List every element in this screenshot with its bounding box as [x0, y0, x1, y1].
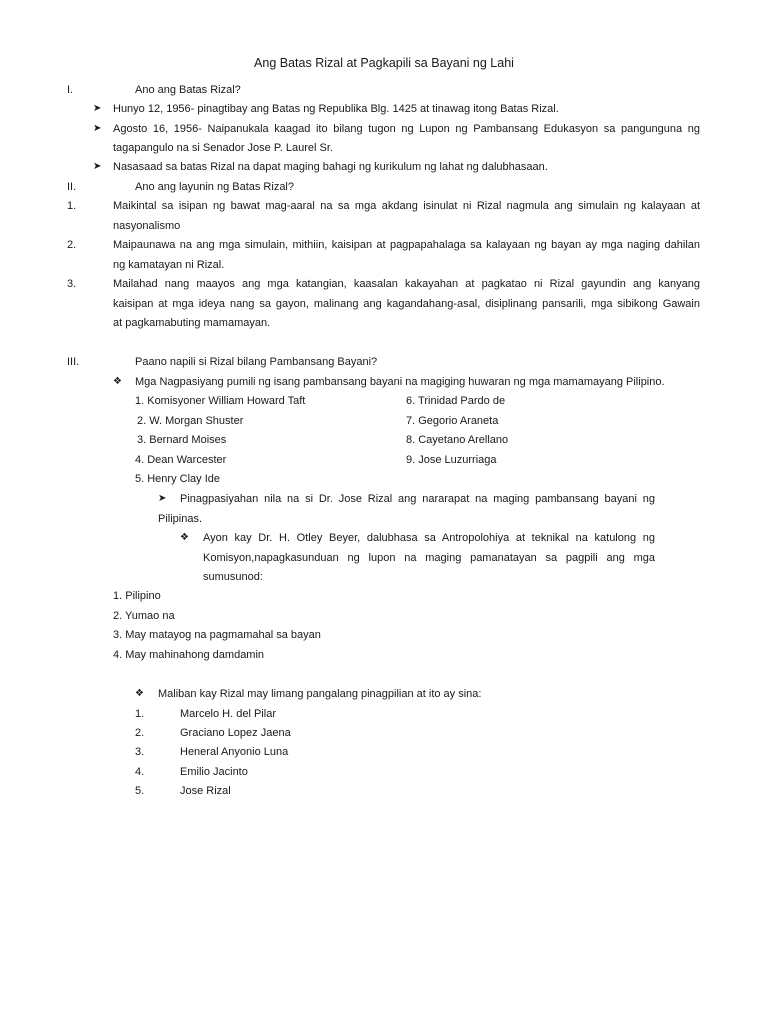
objective-2-number: 2. — [67, 239, 77, 251]
arrow-bullet-icon: ➤ — [93, 161, 102, 172]
criteria-item: 2. Yumao na — [113, 610, 175, 622]
candidate-name: Jose Rizal — [180, 785, 231, 797]
beyer-line-2: Komisyon,napagkasunduan ng lupon na maging pamanatayan sa pagpili ang mga — [203, 552, 655, 564]
candidate-name: Emilio Jacinto — [180, 766, 248, 778]
candidate-number: 1. — [135, 708, 145, 720]
section-1-heading: Ano ang Batas Rizal? — [135, 84, 241, 96]
section-2-heading: Ano ang layunin ng Batas Rizal? — [135, 181, 294, 193]
candidate-name: Graciano Lopez Jaena — [180, 727, 291, 739]
arrow-bullet-icon: ➤ — [93, 123, 102, 134]
objective-3-line-1: Mailahad nang maayos ang mga katangian, kaasalan kakayahan at pagkatao ni Rizal gayundin ang kanyang — [113, 278, 700, 290]
section-3-number: III. — [67, 356, 80, 368]
section-2-number: II. — [67, 181, 77, 193]
diamond-bullet-icon: ❖ — [113, 376, 122, 387]
criteria-item: 3. May matayog na pagmamahal sa bayan — [113, 629, 321, 641]
committee-member: 3. Bernard Moises — [137, 434, 227, 446]
candidate-number: 3. — [135, 746, 145, 758]
committee-member: 9. Jose Luzurriaga — [406, 454, 497, 466]
objective-2-line-1: Maipaunawa na ang mga simulain, mithiin, kaisipan at pagpapahalaga sa kalayaan ng bayan ay mga naging dahilan — [113, 239, 700, 251]
diamond-bullet-icon: ❖ — [135, 688, 144, 699]
objective-3-line-2: kaisipan at mga ideya nang sa gayon, malinang ang kagandahang-asal, disiplinang pansarili, mga sibikong Gawain — [113, 298, 700, 310]
objective-1-line-1: Maikintal sa isipan ng bawat mag-aaral na sa mga akdang isinulat ni Rizal nagmula ang simulain ng kalayaan at — [113, 200, 700, 212]
section-3-heading: Paano napili si Rizal bilang Pambansang Bayani? — [135, 356, 378, 368]
committee-member: 6. Trinidad Pardo de — [406, 395, 506, 407]
committee-member: 2. W. Morgan Shuster — [137, 415, 244, 427]
objective-1-line-2: nasyonalismo — [113, 220, 181, 232]
decision-line-1: Pinagpasiyahan nila na si Dr. Jose Rizal ang nararapat na maging pambansang bayani ng — [180, 493, 655, 505]
objective-2-line-2: ng kamatayan ni Rizal. — [113, 259, 225, 271]
diamond-bullet-icon: ❖ — [180, 532, 189, 543]
objective-1-number: 1. — [67, 200, 77, 212]
section-1-bullet-3: Nasasaad sa batas Rizal na dapat maging bahagi ng kurikulum ng lahat ng dalubhasaan. — [113, 161, 548, 173]
criteria-item: 4. May mahinahong damdamin — [113, 649, 265, 661]
candidate-name: Marcelo H. del Pilar — [180, 708, 276, 720]
candidates-intro: Maliban kay Rizal may limang pangalang pinagpilian at ito ay sina: — [158, 688, 482, 700]
candidate-number: 4. — [135, 766, 145, 778]
beyer-line-1: Ayon kay Dr. H. Otley Beyer, dalubhasa sa Antropolohiya at teknikal na katulong ng — [203, 532, 655, 544]
section-1-bullet-2-line-1: Agosto 16, 1956- Naipanukala kaagad ito bilang tugon ng Lupon ng Pambansang Edukasyon sa pangunguna ng — [113, 123, 700, 135]
committee-intro: Mga Nagpasiyang pumili ng isang pambansang bayani na magiging huwaran ng mga mamamayang Pilipino. — [135, 376, 665, 388]
arrow-bullet-icon: ➤ — [93, 103, 102, 114]
arrow-bullet-icon: ➤ — [158, 493, 167, 504]
objective-3-line-3: at pagkamabuting mamamayan. — [113, 317, 271, 329]
candidate-number: 5. — [135, 785, 145, 797]
criteria-item: 1. Pilipino — [113, 590, 161, 602]
committee-member: 5. Henry Clay Ide — [135, 473, 220, 485]
candidate-name: Heneral Anyonio Luna — [180, 746, 289, 758]
committee-member: 1. Komisyoner William Howard Taft — [135, 395, 306, 407]
decision-line-2: Pilipinas. — [158, 513, 203, 525]
section-1-bullet-1: Hunyo 12, 1956- pinagtibay ang Batas ng Republika Blg. 1425 at tinawag itong Batas Rizal. — [113, 103, 559, 115]
committee-member: 8. Cayetano Arellano — [406, 434, 509, 446]
document-title: Ang Batas Rizal at Pagkapili sa Bayani ng Lahi — [254, 56, 514, 70]
candidate-number: 2. — [135, 727, 145, 739]
beyer-line-3: sumusunod: — [203, 571, 263, 583]
objective-3-number: 3. — [67, 278, 77, 290]
committee-member: 4. Dean Warcester — [135, 454, 227, 466]
section-1-bullet-2-line-2: tagapangulo na si Senador Jose P. Laurel Sr. — [113, 142, 333, 154]
section-1-number: I. — [67, 84, 74, 96]
committee-member: 7. Gegorio Araneta — [406, 415, 499, 427]
